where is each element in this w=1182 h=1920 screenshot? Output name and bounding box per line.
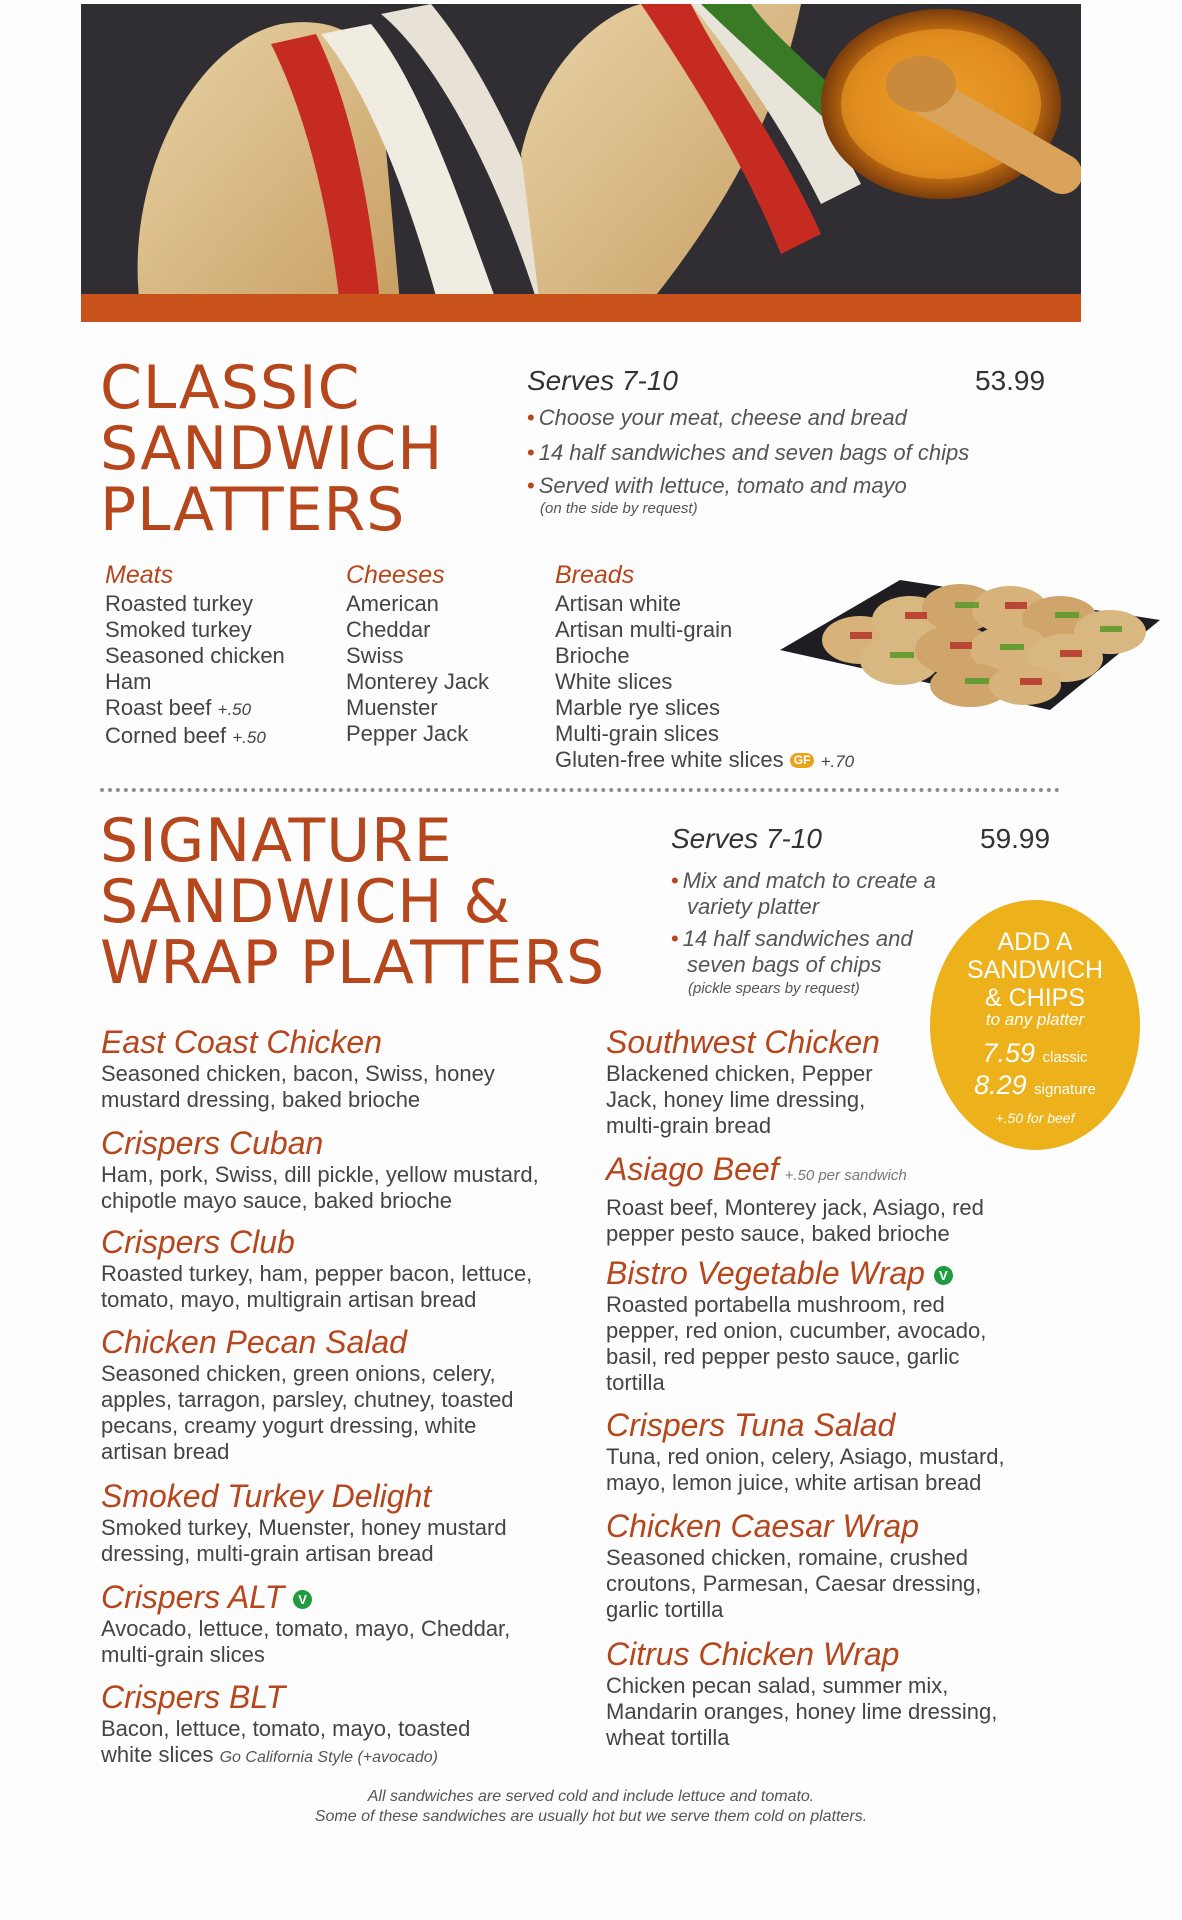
add-on-classic-label: classic xyxy=(1042,1049,1088,1066)
menu-item-name: Chicken Pecan Salad xyxy=(101,1324,407,1360)
footer-note xyxy=(0,1787,1182,1827)
add-on-line-3: & CHIPS xyxy=(984,984,1086,1012)
menu-item-name xyxy=(606,1152,1046,1193)
desc-line: Roasted portabella mushroom, red xyxy=(606,1292,945,1317)
meats-heading: Meats xyxy=(105,561,174,589)
classic-bullet-3-text: Served with lettuce, tomato and mayo xyxy=(538,473,907,498)
signature-title xyxy=(100,806,606,998)
meat-item: Roasted turkey xyxy=(105,591,253,616)
signature-price: 59.99 xyxy=(980,823,1051,854)
section-divider xyxy=(100,788,1060,792)
menu-item-name-text: Asiago Beef xyxy=(606,1151,779,1187)
desc-line: garlic tortilla xyxy=(606,1597,724,1622)
menu-item xyxy=(101,1479,571,1567)
signature-title-line-1: SIGNATURE xyxy=(100,806,453,876)
bread-item-text: Gluten-free white slices xyxy=(555,747,784,772)
menu-item xyxy=(606,1637,1046,1751)
desc-line: tortilla xyxy=(606,1370,665,1395)
menu-item-desc xyxy=(101,1061,561,1113)
menu-item xyxy=(101,1025,561,1113)
desc-line: Roasted turkey, ham, pepper bacon, lettuce, xyxy=(101,1261,533,1286)
desc-line: Mandarin oranges, honey lime dressing, xyxy=(606,1699,998,1724)
classic-title xyxy=(100,353,444,545)
desc-line: Avocado, lettuce, tomato, mayo, Cheddar, xyxy=(101,1616,511,1641)
add-on-signature-label: signature xyxy=(1034,1081,1096,1098)
menu-item xyxy=(606,1152,1046,1247)
add-on-line-2: SANDWICH xyxy=(966,956,1104,984)
bread-item: Artisan white xyxy=(555,591,681,616)
meats-list xyxy=(105,560,285,751)
desc-line: apples, tarragon, parsley, chutney, toasted xyxy=(101,1387,514,1412)
gluten-free-icon: GF xyxy=(790,753,815,768)
footer-line-2: Some of these sandwiches are usually hot but we serve them cold on platters. xyxy=(314,1808,868,1825)
menu-item-name xyxy=(606,1256,1046,1290)
menu-item-name: Citrus Chicken Wrap xyxy=(606,1636,900,1672)
desc-line: Smoked turkey, Muenster, honey mustard xyxy=(101,1515,507,1540)
menu-item-desc xyxy=(606,1292,1046,1396)
add-sandwich-badge xyxy=(930,900,1140,1150)
add-on-heading xyxy=(930,928,1140,1012)
classic-bullet-note: (on the side by request) xyxy=(540,500,698,517)
desc-line: pepper pesto sauce, baked brioche xyxy=(606,1221,950,1246)
add-on-line-1: ADD A xyxy=(997,928,1073,956)
desc-line: Seasoned chicken, bacon, Swiss, honey xyxy=(101,1061,495,1086)
signature-title-line-2: SANDWICH & xyxy=(100,867,512,937)
menu-item-name: Crispers Club xyxy=(101,1224,295,1260)
bread-item: Artisan multi-grain xyxy=(555,617,733,642)
desc-line: Ham, pork, Swiss, dill pickle, yellow mustard, xyxy=(101,1162,539,1187)
classic-title-line-3: PLATTERS xyxy=(100,475,406,545)
menu-item-name: Chicken Caesar Wrap xyxy=(606,1508,919,1544)
bread-item: White slices xyxy=(555,669,673,694)
menu-item xyxy=(606,1509,1046,1623)
add-on-beef-note: +.50 for beef xyxy=(995,1110,1075,1126)
cheese-item: Swiss xyxy=(346,643,404,668)
cheese-item: American xyxy=(346,591,439,616)
desc-line: Chicken pecan salad, summer mix, xyxy=(606,1673,949,1698)
add-on-classic-price xyxy=(930,1038,1140,1069)
add-on-subtitle: to any platter xyxy=(985,1010,1085,1029)
menu-item xyxy=(101,1680,571,1771)
hero-sandwich-image xyxy=(81,4,1081,322)
signature-bullet-note: (pickle spears by request) xyxy=(688,980,860,997)
menu-item-desc xyxy=(606,1061,906,1139)
add-on-signature-price xyxy=(930,1070,1140,1101)
bread-item: Brioche xyxy=(555,643,630,668)
desc-line: mayo, lemon juice, white artisan bread xyxy=(606,1470,982,1495)
bread-item xyxy=(555,747,854,775)
desc-line: multi-grain slices xyxy=(101,1642,265,1667)
desc-line: chipotle mayo sauce, baked brioche xyxy=(101,1188,452,1213)
menu-item xyxy=(101,1325,571,1465)
signature-serves: Serves 7-10 xyxy=(671,823,822,854)
menu-item xyxy=(101,1126,571,1214)
desc-line: Tuna, red onion, celery, Asiago, mustard, xyxy=(606,1444,1005,1469)
desc-line: dressing, multi-grain artisan bread xyxy=(101,1541,434,1566)
menu-item-name-text: Bistro Vegetable Wrap xyxy=(606,1255,925,1291)
hero-accent-band xyxy=(81,294,1081,322)
menu-item xyxy=(101,1225,571,1313)
signature-title-line-3: WRAP PLATTERS xyxy=(100,928,606,998)
menu-item xyxy=(606,1256,1046,1396)
menu-item-note: Go California Style (+avocado) xyxy=(219,1749,438,1766)
desc-line: artisan bread xyxy=(101,1439,230,1464)
add-on-classic-price-value: 7.59 xyxy=(982,1038,1036,1068)
menu-item-desc xyxy=(101,1515,571,1567)
menu-item-desc xyxy=(101,1261,571,1313)
meat-item-text: Corned beef xyxy=(105,723,227,748)
menu-item-desc xyxy=(101,1716,571,1771)
signature-bullet-1-line-1: Mix and match to create a xyxy=(682,868,936,893)
cheese-item: Pepper Jack xyxy=(346,721,469,746)
signature-bullet-2: • 14 half sandwiches and seven bags of chips xyxy=(671,926,913,977)
menu-item-desc xyxy=(101,1361,571,1465)
menu-item-name: Crispers Cuban xyxy=(101,1125,324,1161)
desc-line: croutons, Parmesan, Caesar dressing, xyxy=(606,1571,982,1596)
meat-item xyxy=(105,723,285,751)
meat-upcharge: +.50 xyxy=(232,728,266,747)
vegetarian-icon: V xyxy=(934,1266,953,1285)
classic-bullet-2-text: 14 half sandwiches and seven bags of chips xyxy=(538,440,970,465)
menu-item-desc xyxy=(101,1616,571,1668)
menu-item-name-text: Crispers ALT xyxy=(101,1579,285,1615)
desc-line: mustard dressing, baked brioche xyxy=(101,1087,421,1112)
menu-item-name: Smoked Turkey Delight xyxy=(101,1478,432,1514)
cheese-item: Muenster xyxy=(346,695,438,720)
add-on-signature-price-value: 8.29 xyxy=(974,1070,1027,1100)
desc-line: Bacon, lettuce, tomato, mayo, toasted xyxy=(101,1716,471,1741)
classic-bullet-3: • Served with lettuce, tomato and mayo xyxy=(527,473,907,498)
menu-item xyxy=(606,1025,906,1139)
desc-line: Seasoned chicken, green onions, celery, xyxy=(101,1361,496,1386)
meat-item: Ham xyxy=(105,669,152,694)
platter-image xyxy=(770,540,1170,720)
classic-price: 53.99 xyxy=(975,365,1046,396)
bread-item: Multi-grain slices xyxy=(555,721,719,746)
desc-line xyxy=(101,1742,571,1771)
menu-item xyxy=(606,1408,1046,1496)
classic-bullet-1-text: Choose your meat, cheese and bread xyxy=(538,405,907,430)
desc-line: pepper, red onion, cucumber, avocado, xyxy=(606,1318,987,1343)
classic-bullet-1: • Choose your meat, cheese and bread xyxy=(527,405,907,430)
menu-item-desc xyxy=(606,1545,1046,1623)
signature-bullet-2-line-1: 14 half sandwiches and xyxy=(682,926,913,951)
desc-line-text: white slices xyxy=(101,1742,214,1767)
cheeses-heading: Cheeses xyxy=(346,561,445,589)
menu-item-name: Southwest Chicken xyxy=(606,1024,880,1060)
desc-line: Seasoned chicken, romaine, crushed xyxy=(606,1545,968,1570)
cheese-item: Monterey Jack xyxy=(346,669,490,694)
meat-item: Seasoned chicken xyxy=(105,643,285,668)
desc-line: multi-grain bread xyxy=(606,1113,772,1138)
classic-serves: Serves 7-10 xyxy=(527,365,678,396)
desc-line: Roast beef, Monterey jack, Asiago, red xyxy=(606,1195,984,1220)
signature-bullet-1: • Mix and match to create a variety platter xyxy=(671,868,936,919)
menu-item-desc xyxy=(606,1673,1046,1751)
signature-bullet-2-line-2: seven bags of chips xyxy=(687,952,882,977)
breads-heading: Breads xyxy=(555,561,635,589)
menu-item-desc xyxy=(606,1195,1046,1247)
meat-upcharge: +.50 xyxy=(217,700,252,719)
menu-item-name xyxy=(101,1580,571,1614)
menu-item-desc xyxy=(101,1162,571,1214)
desc-line: Blackened chicken, Pepper xyxy=(606,1061,873,1086)
cheese-item: Cheddar xyxy=(346,617,431,642)
classic-title-line-1: CLASSIC xyxy=(100,353,361,423)
cheeses-list xyxy=(346,560,489,747)
classic-title-line-2: SANDWICH xyxy=(100,414,444,484)
desc-line: basil, red pepper pesto sauce, garlic xyxy=(606,1344,960,1369)
meat-item: Smoked turkey xyxy=(105,617,252,642)
desc-line: tomato, mayo, multigrain artisan bread xyxy=(101,1287,477,1312)
menu-item-name: Crispers Tuna Salad xyxy=(606,1407,896,1443)
desc-line: pecans, creamy yogurt dressing, white xyxy=(101,1413,477,1438)
desc-line: Jack, honey lime dressing, xyxy=(606,1087,866,1112)
meat-item-text: Roast beef xyxy=(105,695,212,720)
menu-item xyxy=(101,1580,571,1668)
signature-bullet-1-line-2: variety platter xyxy=(687,894,820,919)
bread-upcharge: +.70 xyxy=(820,752,855,771)
menu-item-upcharge: +.50 per sandwich xyxy=(784,1167,907,1184)
menu-item-desc xyxy=(606,1444,1046,1496)
menu-item-name: East Coast Chicken xyxy=(101,1024,383,1060)
vegetarian-icon: V xyxy=(293,1590,312,1609)
meat-item xyxy=(105,695,285,723)
footer-line-1: All sandwiches are served cold and include lettuce and tomato. xyxy=(367,1788,815,1805)
bread-item: Marble rye slices xyxy=(555,695,721,720)
classic-bullet-2: • 14 half sandwiches and seven bags of chips xyxy=(527,440,970,465)
desc-line: wheat tortilla xyxy=(606,1725,730,1750)
menu-item-name: Crispers BLT xyxy=(101,1679,286,1715)
